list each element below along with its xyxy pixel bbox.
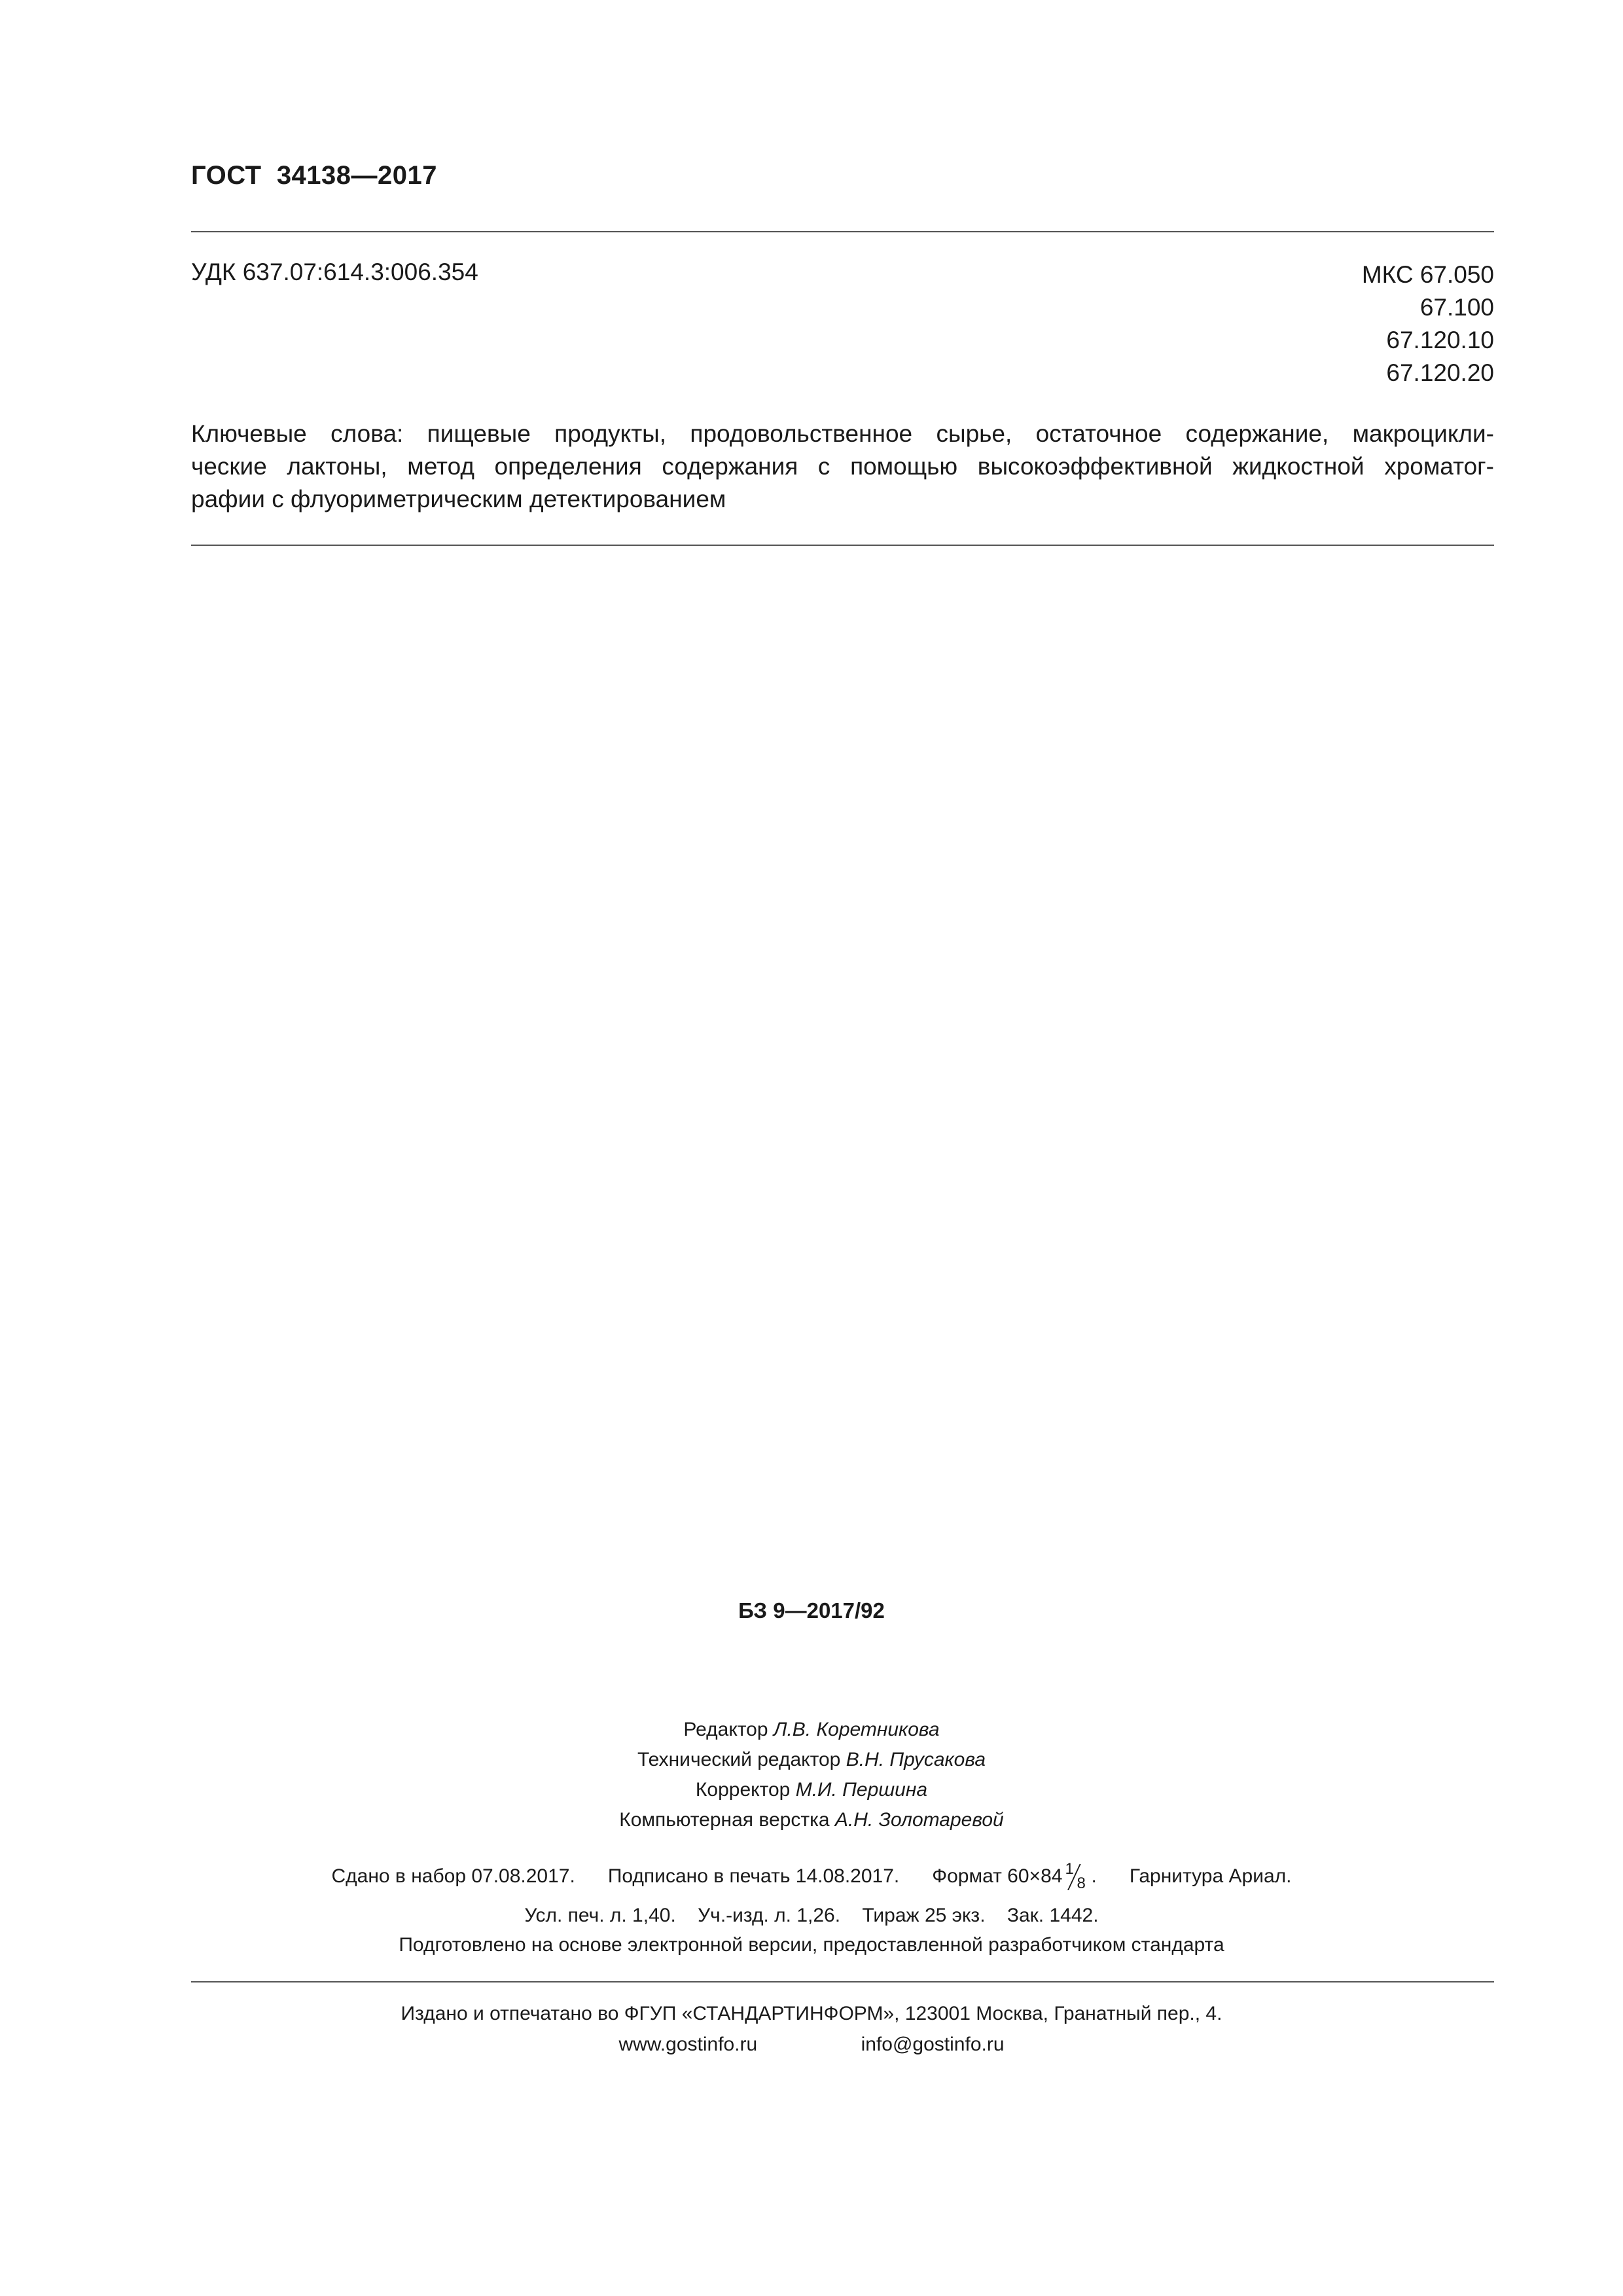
keywords-paragraph: [191, 418, 1494, 516]
credit-line: [0, 1805, 1623, 1835]
credit-role: Технический редактор: [637, 1749, 841, 1770]
print-details-row: Сдано в набор 07.08.2017. Подписано в печать 14.08.2017. Формат 60×84 1 8 . Гарнитура Ариал.: [331, 1860, 1292, 1892]
document-header-title: ГОСТ 34138—2017: [191, 161, 438, 190]
mks-code: 67.120.10: [1386, 327, 1494, 353]
credit-role: Редактор: [683, 1719, 768, 1740]
publisher-divider: [191, 1981, 1494, 1982]
order-number: Зак. 1442.: [1007, 1905, 1099, 1926]
publication-sheets: Уч.-изд. л. 1,26.: [698, 1905, 841, 1926]
prepared-note: Подготовлено на основе электронной версии, предоставленной разработчиком стандарта: [399, 1934, 1224, 1956]
credit-role: Компьютерная верстка: [619, 1809, 830, 1831]
publisher-info: Издано и отпечатано во ФГУП «СТАНДАРТИНФОРМ», 123001 Москва, Гранатный пер., 4.: [401, 2003, 1222, 2024]
website-link[interactable]: www.gostinfo.ru: [618, 2034, 758, 2055]
keywords-line: ческие лактоны, метод определения содержания с помощью высокоэффективной жидкостной хроматог-: [191, 453, 1494, 480]
mks-codes: [1362, 259, 1494, 389]
format-fraction-denominator: 8: [1077, 1874, 1086, 1892]
credit-role: Корректор: [695, 1779, 791, 1801]
header-divider: [191, 231, 1494, 232]
credit-name: Л.В. Коретникова: [773, 1719, 940, 1740]
signed-set-date: Сдано в набор 07.08.2017.: [331, 1865, 575, 1887]
mks-code: 67.100: [1419, 294, 1494, 321]
print-sheets: Усл. печ. л. 1,40.: [524, 1905, 676, 1926]
credit-line: [0, 1775, 1623, 1805]
editorial-credits: [0, 1715, 1623, 1835]
signed-print-date: Подписано в печать 14.08.2017.: [607, 1865, 900, 1887]
credit-name: А.Н. Золотаревой: [834, 1809, 1004, 1831]
print-volume-row: [0, 1905, 1623, 1927]
bz-number: БЗ 9—2017/92: [738, 1598, 885, 1623]
mks-code: МКС 67.050: [1361, 261, 1494, 288]
credit-line: [0, 1745, 1623, 1775]
format-fraction-numerator: 1: [1065, 1860, 1074, 1878]
mks-code: 67.120.20: [1386, 359, 1494, 386]
keywords-divider: [191, 545, 1494, 546]
keywords-line: рафии с флуориметрическим детектированием: [191, 486, 726, 512]
circulation: Тираж 25 экз.: [862, 1905, 986, 1926]
udk-code: УДК 637.07:614.3:006.354: [191, 259, 478, 285]
format-fraction: [1062, 1860, 1091, 1892]
credit-name: М.И. Першина: [795, 1779, 928, 1801]
keywords-line: Ключевые слова: пищевые продукты, продовольственное сырье, остаточное содержание, макроцикли-: [191, 420, 1494, 447]
email-link[interactable]: info@gostinfo.ru: [861, 2034, 1005, 2055]
credit-name: В.Н. Прусакова: [846, 1749, 986, 1770]
typeface: Гарнитура Ариал.: [1129, 1865, 1292, 1887]
publisher-contacts: [0, 2034, 1623, 2056]
credit-line: [0, 1715, 1623, 1745]
format-label: Формат 60×84: [932, 1865, 1063, 1887]
